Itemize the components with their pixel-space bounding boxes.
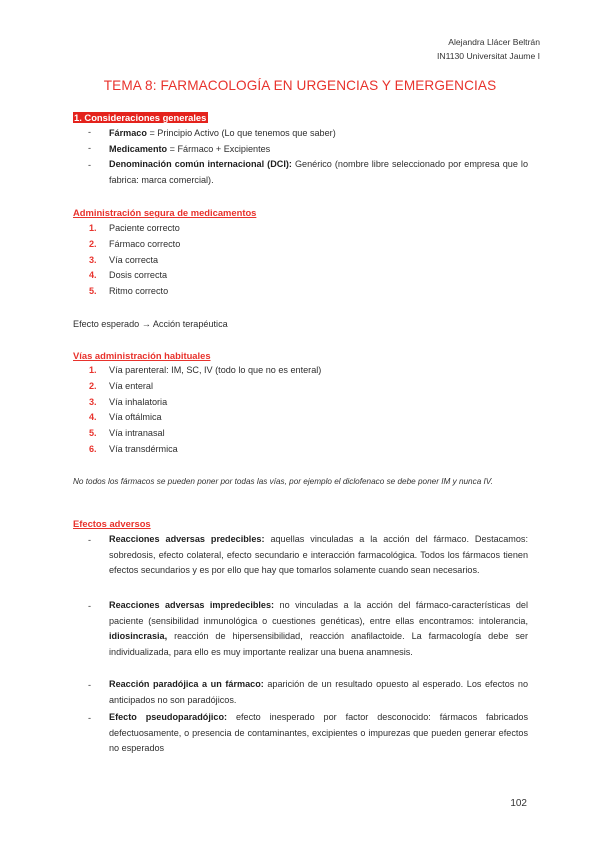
list-item-impredecibles [109, 598, 528, 660]
list-item: Ritmo correcto [109, 286, 169, 296]
page-title: TEMA 8: FARMACOLOGÍA EN URGENCIAS Y EMERGENCIAS [103, 78, 497, 93]
term-text: efecto inesperado por factor desconocido: fármacos fabricados defectuosamente, o presencia de contaminantes, excipientes o impurezas que pueden generar efectos no esperados [109, 712, 528, 754]
list-number: 1. [89, 223, 97, 233]
list-item: Vía correcta [109, 255, 159, 265]
list-number: 2. [89, 381, 97, 391]
list-number: 3. [89, 397, 97, 407]
term-text: no vinculadas a la acción del fármaco-características del paciente (sensibilidad inmunológica o cuestiones genéticas), entre ellas encontramos: intolerancia, [109, 600, 528, 626]
list-item: Fármaco correcto [109, 239, 181, 249]
section-heading-general: 1. Consideraciones generales [74, 112, 207, 123]
term: Reacciones adversas impredecibles: [109, 600, 275, 610]
term-text: reacción de hipersensibilidad, reacción anafilactoide. La farmacología debe ser individualizada, para ello es muy importante realizar una buena anamnesis. [109, 631, 528, 657]
list-number: 1. [89, 365, 97, 375]
list-item: Dosis correcta [109, 270, 168, 280]
bullet-dash: - [88, 601, 92, 611]
bullet-dash: - [88, 535, 92, 545]
list-item-dci [109, 157, 528, 188]
term-text: Genérico (nombre libre seleccionado por empresa que lo fabrica: marca comercial). [109, 159, 529, 185]
list-number: 3. [89, 255, 97, 265]
list-item: Vía transdérmica [109, 444, 178, 454]
header-course: IN1130 Universitat Jaume I [436, 51, 540, 61]
term: Fármaco [109, 128, 147, 138]
list-item: Vía parenteral: IM, SC, IV (todo lo que no es enteral) [109, 365, 322, 375]
list-item-predecibles [109, 532, 528, 579]
bullet-dash: - [88, 143, 92, 153]
bullet-dash: - [88, 127, 92, 137]
list-number: 4. [89, 412, 97, 422]
list-number: 5. [89, 286, 97, 296]
list-item: Vía inhalatoria [109, 397, 168, 407]
term: Medicamento [109, 144, 168, 154]
list-item-medicamento [109, 143, 270, 155]
term: Reacciones adversas predecibles: [109, 534, 265, 544]
list-number: 4. [89, 270, 97, 280]
list-item: Paciente correcto [109, 223, 180, 233]
bullet-dash: - [88, 680, 92, 690]
page-number: 102 [510, 798, 527, 809]
term: Denominación común internacional (DCI): [109, 159, 292, 169]
list-number: 2. [89, 239, 97, 249]
term: Reacción paradójica a un fármaco: [109, 679, 264, 689]
term: Efecto pseudoparadójico: [109, 712, 228, 722]
term-text: = Principio Activo (Lo que tenemos que saber) [146, 128, 336, 138]
bullet-dash: - [88, 160, 92, 170]
term: idiosincrasia, [109, 631, 168, 642]
list-item: Vía enteral [109, 381, 153, 391]
bullet-dash: - [88, 713, 92, 723]
list-number: 6. [89, 444, 97, 454]
term-text: aquellas vinculadas a la acción del fármaco. Destacamos: sobredosis, efecto colateral, efecto secundario e interacción farmacológica. Todos los fármacos tienen efectos secundarios y es por ello que hay que tomarlos solamente cuando sean necesarios. [109, 534, 528, 576]
list-item: Vía oftálmica [109, 412, 162, 422]
list-item: Vía intranasal [109, 428, 165, 438]
list-item-paradojica [109, 677, 528, 708]
expected-effect: Efecto esperado → Acción terapéutica [73, 319, 228, 329]
section-heading-safe-admin: Administración segura de medicamentos [73, 207, 257, 218]
term-text: = Fármaco + Excipientes [167, 144, 271, 154]
list-number: 5. [89, 428, 97, 438]
section-heading-adverse: Efectos adversos [73, 518, 151, 529]
italic-note: No todos los fármacos se pueden poner por todas las vías, por ejemplo el diclofenaco se debe poner IM y nunca IV. [73, 477, 493, 486]
list-item-farmaco [109, 127, 336, 139]
list-item-pseudoparadojico [109, 710, 528, 757]
section-heading-routes: Vías administración habituales [73, 350, 211, 361]
header-author: Alejandra Llácer Beltrán [448, 37, 540, 47]
term-text: aparición de un resultado opuesto al esperado. Los efectos no anticipados no son paradójicos. [109, 679, 528, 705]
